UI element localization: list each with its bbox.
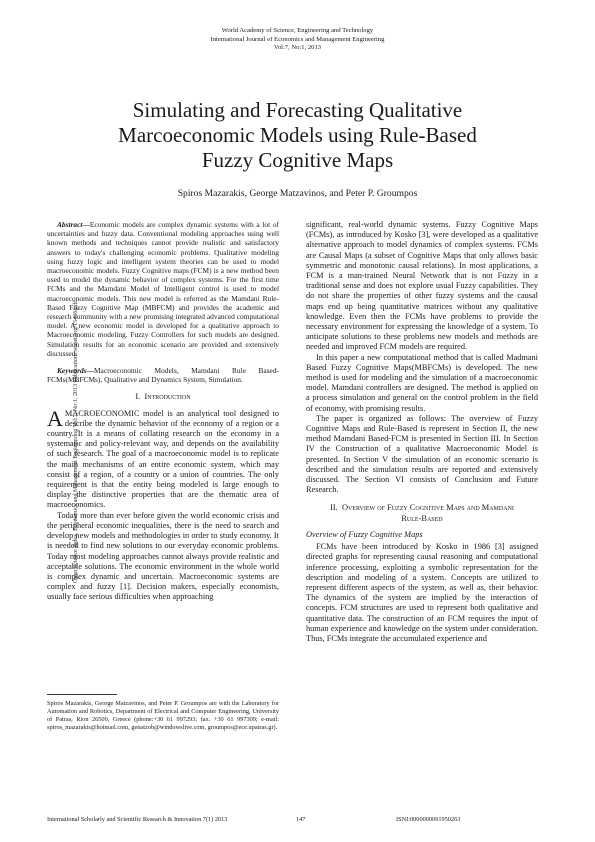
side-margin-note: Open Science Index, Economics and Management Engineering Vol:7, No:1, 2013 publications.waset.org/15466/pdf xyxy=(73,300,79,583)
header-line-2: International Journal of Economics and Management Engineering xyxy=(210,35,385,43)
keywords-text: Macroeconomic Models, Mamdani Rule Based-FCMs(MBFCMs), Qualitative and Dynamics System, Simulation. xyxy=(47,366,279,385)
intro-paragraph-2: Today more than ever before given the world economic crisis and the peripheral economic inequalities, there is the need to search and develop new models and methodologies in order to study economy. It is needed to find new solutions to our everyday economic problems. Today most modeling approaches cannot always provide realistic and acceptable solutions. The economic environment in the whole world is complex dynamic and uncertain. Macroeconomic systems are complex and fuzzy [1]. Decision makers, especially economists, usually face serious difficulties when approaching xyxy=(47,510,279,602)
journal-header xyxy=(0,27,595,53)
page-number: 147 xyxy=(296,816,306,823)
title-line-1: Simulating and Forecasting Qualitative xyxy=(132,98,463,122)
header-line-3: Vol:7, No:1, 2013 xyxy=(273,44,322,52)
abstract-dash: — xyxy=(82,220,90,229)
left-column xyxy=(47,220,279,603)
section-title: Introduction xyxy=(144,392,191,402)
keywords xyxy=(47,366,279,384)
section-number: I. xyxy=(135,392,141,402)
footer-journal: International Scholarly and Scientific Research & Innovation 7(1) 2013 xyxy=(47,816,228,823)
subsection-heading: Overview of Fuzzy Cognitive Maps xyxy=(306,529,423,539)
intro-paragraph-4: In this paper a new computational method that is called Madmani Based Fuzzy Cognitive Maps(MBFCMs) is developed. The new method is used for modeling and the simulation of a macroeconomic model. Mamdani controllers are designed. The method is applied on a process simulation and general on the control problem in the field of economy, with promising results. xyxy=(306,352,538,413)
abstract-text: Economic models are complex dynamic systems with a lot of uncertainties and fuzzy data. Conventional modeling approaches using well known methods and techniques cannot provide realistic and satisfactory answers to today's challenging economic problems. Qualitative modeling using fuzzy logic and intelligent system theories can be used to model macroeconomic models. Fuzzy Cognitive maps (FCM) is a new method been used to model the dynamic behavior of complex systems. For the first time FCMs and the Mamdani Model of Intelligent control is used to model macroeconomic models. This new model is referred as the Mamdani Rule-Based Fuzzy Cognitive Map (MBFCM) and provides the academic and research community with a new promising integrated advanced computational model. A new economic model is developed for a qualitative approach to Macroeconomic modeling. Fuzzy Controllers for such models are designed. Simulation results for an economic scenario are provided and extensively discussed. xyxy=(47,220,279,358)
keywords-dash: — xyxy=(86,366,94,376)
intro-p1-text: model is an analytical tool designed to describe the dynamic behavior of the economy of a region or a country. It is a means of collating research on the economy in a systematic and policy-relevant way, and depends on the availability of such research. The goal of a macroeconomic model is to replicate the main mechanisms of an entire economic system, which may consist of a region, of a country or a union of countries. The only requirement is that the entity being modeled is large enough to display the distinctive properties that are the thematic area of macroeconomics. xyxy=(47,408,279,510)
lead-word: MACROECONOMIC xyxy=(64,408,140,418)
intro-paragraph-3: significant, real-world dynamic systems. Fuzzy Cognitive Maps (FCMs), as introduced by Kosko [3], were developed as a qualitative alternative approach to model dynamics of complex systems. FCMs are Causal Maps (a subset of Cognitive Maps that only allows basic symmetric and monotonic causal relations). In most applications, a FCM is a man-trained Neural Network that is not Fuzzy in a traditional sense and does not explore usual Fuzzy capabilities. They do not share the properties of other fuzzy systems and the causal maps end up being quantitative matrices without any qualitative knowledge. Even then the FCMs have problems to provide the necessary environment for expressing the knowledge of a system. To anticipate solutions to these problems new models and methods are needed and improved FCM models are required. xyxy=(306,220,538,352)
footer-issn: ISNI:0000000091950263 xyxy=(396,816,461,823)
keywords-label: Keywords xyxy=(57,366,87,376)
footnote: Spiros Mazarakis, George Matzavinos, and Peter P. Groumpos are with the Laboratory for Automation and Robotics, Department of Electrical and Computer Engineering, University of Patras, Rion 26500, Greece (phone:+30 61 997293; fax. +30 61 997309; e-mail: spiros_mazarakis@hotmail.com, genatzob@windowslive.com, groumpos@ece.upatras.gr). xyxy=(47,700,279,731)
section2-number: II. xyxy=(330,503,338,513)
authors: Spiros Mazarakis, George Matzavinos, and Peter P. Groumpos xyxy=(177,188,418,199)
drop-cap: A xyxy=(47,405,63,431)
section-heading-overview xyxy=(306,503,538,523)
overview-paragraph-1: FCMs have been introduced by Kosko in 1986 [3] assigned directed graphs for representing causal reasoning and computational inference processing, exploiting a symbolic representation for the description and modeling of a system. Concepts are utilized to represent different aspects of the system, as well as, their behavior. The dynamics of the system are implied by the interaction of concepts. FCM structures are used to represent both qualitative and quantitative data. The construction of an FCM requires the input of human experience and knowledge on the system under consideration. Thus, FCMs integrate the accumulated experience and xyxy=(306,542,538,643)
header-line-1: World Academy of Science, Engineering and Technology xyxy=(221,27,374,34)
paper-title xyxy=(60,98,535,173)
section2-title-line-1: Overview of Fuzzy Cognitive Maps and Mamdani xyxy=(341,503,514,513)
section-heading-introduction xyxy=(47,392,279,402)
abstract-label: Abstract xyxy=(57,220,83,229)
title-line-3: Fuzzy Cognitive Maps xyxy=(201,148,394,172)
intro-paragraph-1 xyxy=(47,405,279,511)
title-line-2: Marcoeconomic Models using Rule-Based xyxy=(118,123,477,147)
abstract xyxy=(47,220,279,358)
intro-paragraph-5: The paper is organized as follows: The overview of Fuzzy Cognitive Maps and Rule-Based is represent in Section II, the new method Mamdani Based-FCM is presented in Section III. In Section IV the Construction of a qualitative Macroeconomic Model is presented. In Section V the simulation of an economic scenario is described and the simulation results are reported and extensively discussed. The Section VI consists of Conclusion and Future Research. xyxy=(306,413,538,495)
section2-title-line-2: Rule-Based xyxy=(401,513,443,523)
right-column xyxy=(306,220,538,644)
footnote-divider xyxy=(47,694,117,695)
